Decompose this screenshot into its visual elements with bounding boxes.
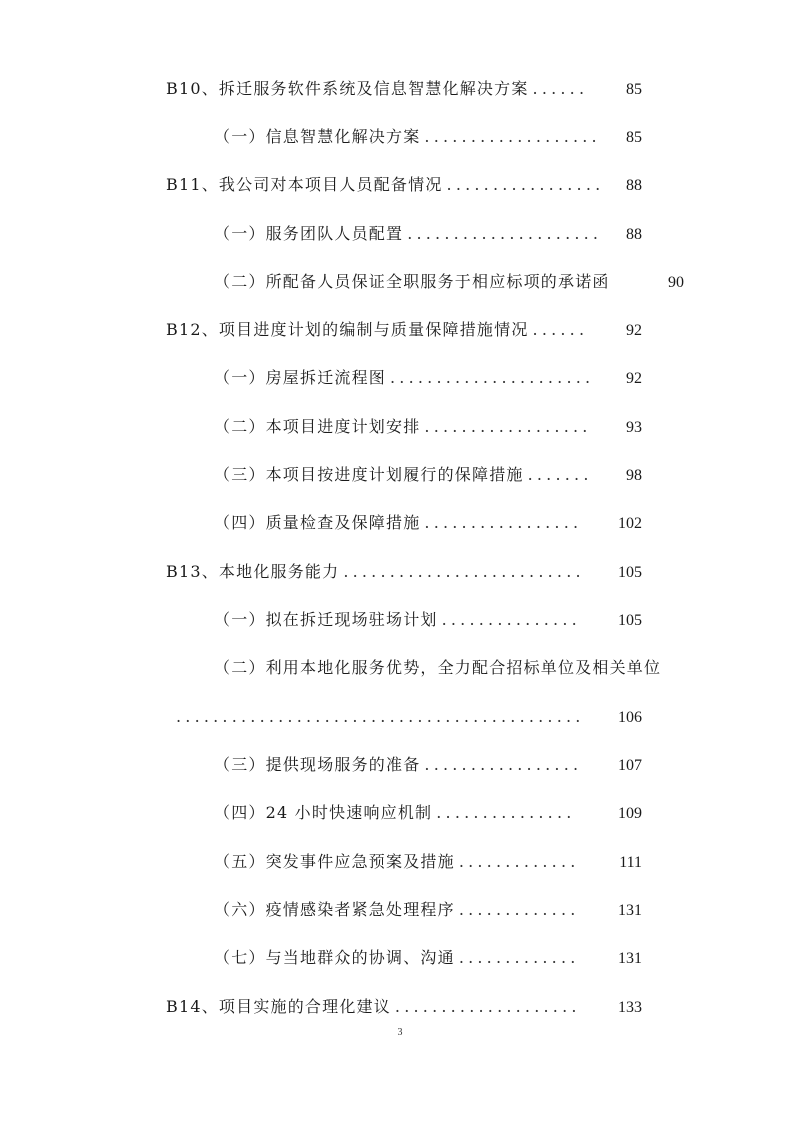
toc-page-number: 105	[618, 564, 642, 581]
toc-leader-dots: .................	[424, 755, 583, 774]
toc-page-number: 131	[618, 902, 642, 919]
toc-entry-label: （六）疫情感染者紧急处理程序	[214, 900, 455, 919]
toc-leader-dots: ......	[532, 79, 589, 98]
toc-entry-b13-2[interactable]	[214, 656, 694, 680]
toc-entry-label: （一）信息智慧化解决方案	[214, 127, 421, 146]
toc-entry-b13-6[interactable]	[214, 898, 642, 922]
page-footer-number: 3	[397, 1027, 403, 1038]
toc-entry-b13-4[interactable]	[214, 801, 642, 825]
toc-entry-label: （一）拟在拆迁现场驻场计划	[214, 610, 438, 629]
toc-leader-dots: ..................	[424, 417, 592, 436]
toc-leader-dots: ..........................	[343, 562, 585, 581]
toc-leader-dots: ......	[532, 320, 589, 339]
toc-leader-dots: ...............	[436, 803, 576, 822]
toc-entry-b13-5[interactable]	[214, 850, 642, 874]
toc-page-number: 102	[618, 515, 642, 532]
toc-entry-label: B10、拆迁服务软件系统及信息智慧化解决方案	[166, 79, 529, 98]
toc-entry-b12-4[interactable]	[214, 511, 642, 535]
toc-page-number: 107	[618, 757, 642, 774]
toc-entry-label: B13、本地化服务能力	[166, 562, 340, 581]
toc-leader-dots: .....................	[407, 224, 603, 243]
toc-page-number: 85	[626, 81, 642, 98]
toc-entry-b11-2[interactable]	[214, 270, 684, 294]
toc-entry-b12-2[interactable]	[214, 415, 642, 439]
toc-page-number: 85	[626, 129, 642, 146]
toc-page-number: 111	[619, 854, 642, 871]
toc-entry-label: B11、我公司对本项目人员配备情况	[166, 175, 443, 194]
toc-entry-label: （一）服务团队人员配置	[214, 224, 404, 243]
toc-entry-label: （二）利用本地化服务优势，全力配合招标单位及相关单位	[214, 658, 662, 677]
toc-leader-dots: ...............	[441, 610, 581, 629]
toc-leader-dots: .............	[458, 948, 580, 967]
toc-entry-b13-3[interactable]	[214, 753, 642, 777]
toc-leader-dots: ......................	[390, 368, 595, 387]
toc-entry-label: （二）本项目进度计划安排	[214, 417, 421, 436]
toc-entry-b13[interactable]	[166, 560, 642, 584]
toc-leader-dots: .............	[458, 852, 580, 871]
toc-page-number: 93	[626, 419, 642, 436]
toc-entry-b12-3[interactable]	[214, 463, 642, 487]
toc-page-number: 106	[618, 709, 642, 726]
toc-page-number: 92	[626, 322, 642, 339]
toc-page-number: 131	[618, 950, 642, 967]
toc-leader-dots: .......	[527, 465, 593, 484]
toc-entry-label: （三）本项目按进度计划履行的保障措施	[214, 465, 524, 484]
toc-entry-b11[interactable]	[166, 173, 642, 197]
toc-entry-b13-1[interactable]	[214, 608, 642, 632]
toc-entry-b12-1[interactable]	[214, 366, 642, 390]
toc-leader-dots: .................	[424, 513, 583, 532]
toc-entry-label: （四）24 小时快速响应机制	[214, 803, 433, 822]
toc-leader-dots: ............................................	[176, 707, 585, 726]
toc-entry-label: （二）所配备人员保证全职服务于相应标项的承诺函	[214, 272, 610, 291]
toc-entry-b10[interactable]	[166, 77, 642, 101]
toc-entry-label: B12、项目进度计划的编制与质量保障措施情况	[166, 320, 529, 339]
toc-page-number: 88	[626, 226, 642, 243]
toc-page-number: 90	[668, 274, 684, 291]
toc-page-number: 133	[618, 999, 642, 1016]
toc-entry-b13-2-continued[interactable]	[176, 705, 642, 729]
toc-entry-label: （四）质量检查及保障措施	[214, 513, 421, 532]
toc-page-number: 98	[626, 467, 642, 484]
toc-leader-dots: .............	[458, 900, 580, 919]
toc-leader-dots: .................	[446, 175, 605, 194]
toc-page-number: 88	[626, 177, 642, 194]
toc-entry-label: （三）提供现场服务的准备	[214, 755, 421, 774]
toc-page-number: 105	[618, 612, 642, 629]
toc-entry-b12[interactable]	[166, 318, 642, 342]
toc-leader-dots: ....................	[394, 997, 581, 1016]
toc-entry-b10-1[interactable]	[214, 125, 642, 149]
toc-page-number: 109	[618, 805, 642, 822]
toc-leader-dots: ...................	[424, 127, 601, 146]
toc-entry-label: （七）与当地群众的协调、沟通	[214, 948, 455, 967]
toc-entry-label: （一）房屋拆迁流程图	[214, 368, 387, 387]
toc-page-number: 92	[626, 370, 642, 387]
toc-entry-label: （五）突发事件应急预案及措施	[214, 852, 455, 871]
toc-entry-b13-7[interactable]	[214, 946, 642, 970]
toc-entry-b11-1[interactable]	[214, 222, 642, 246]
toc-entry-label: B14、项目实施的合理化建议	[166, 997, 391, 1016]
toc-entry-b14[interactable]	[166, 995, 642, 1019]
